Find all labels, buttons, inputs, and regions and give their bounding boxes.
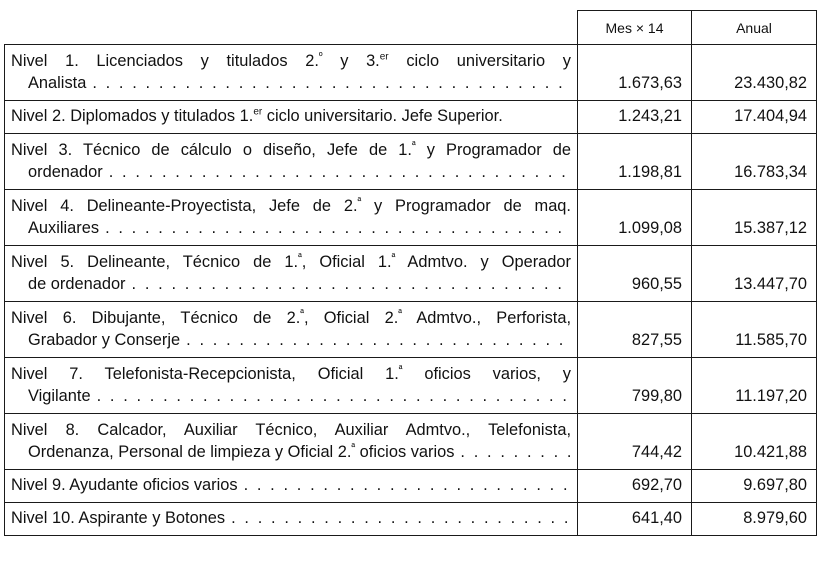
table-row bbox=[5, 470, 817, 503]
header-blank-cell bbox=[5, 11, 578, 45]
table-row bbox=[5, 358, 817, 414]
table-row bbox=[5, 302, 817, 358]
anual-value: 13.447,70 bbox=[692, 246, 817, 302]
description-line-text: Nivel 10. Aspirante y Botones bbox=[11, 509, 226, 527]
leader-dots bbox=[244, 474, 571, 496]
description-line-2-text: Ordenanza, Personal de limpieza y Oficial 2.$^ª$ oficios varios bbox=[28, 442, 455, 461]
level-description bbox=[5, 45, 578, 101]
description-line-2-text: Vigilante bbox=[28, 387, 91, 405]
description-line-2 bbox=[11, 217, 571, 239]
description-line-2 bbox=[11, 329, 571, 351]
level-description bbox=[5, 134, 578, 190]
level-description bbox=[5, 503, 578, 536]
description-line-1: Nivel 7. Telefonista-Recepcionista, Oficial 1.$^ª$ oficios varios, y bbox=[11, 364, 571, 383]
table-row bbox=[5, 101, 817, 134]
level-description bbox=[5, 414, 578, 470]
anual-value: 16.783,34 bbox=[692, 134, 817, 190]
leader-dots bbox=[97, 385, 571, 407]
description-line-2-text: ordenador bbox=[28, 163, 103, 181]
level-description bbox=[5, 358, 578, 414]
salary-table bbox=[4, 10, 817, 536]
description-line-1: Nivel 5. Delineante, Técnico de 1.$^ª$, Oficial 1.$^ª$ Admtvo. y Operador bbox=[11, 252, 571, 271]
header-row bbox=[5, 11, 817, 45]
description-line-2 bbox=[11, 72, 571, 94]
mes-value: 692,70 bbox=[578, 470, 692, 503]
anual-value: 11.197,20 bbox=[692, 358, 817, 414]
anual-value: 10.421,88 bbox=[692, 414, 817, 470]
leader-dots bbox=[92, 72, 571, 94]
mes-value: 1.099,08 bbox=[578, 190, 692, 246]
table-row bbox=[5, 190, 817, 246]
description-line-2 bbox=[11, 273, 571, 295]
mes-value: 641,40 bbox=[578, 503, 692, 536]
mes-value: 799,80 bbox=[578, 358, 692, 414]
description-line-text: Nivel 9. Ayudante oficios varios bbox=[11, 476, 238, 494]
level-description bbox=[5, 101, 578, 134]
level-description bbox=[5, 246, 578, 302]
leader-dots bbox=[460, 441, 571, 463]
description-line-2 bbox=[11, 161, 571, 183]
description-line-2-text: de ordenador bbox=[28, 275, 126, 293]
level-description bbox=[5, 470, 578, 503]
leader-dots bbox=[132, 273, 571, 295]
anual-value: 8.979,60 bbox=[692, 503, 817, 536]
mes-value: 827,55 bbox=[578, 302, 692, 358]
description-line-1: Nivel 8. Calcador, Auxiliar Técnico, Auxiliar Admtvo., Telefonista, bbox=[11, 421, 571, 439]
mes-value: 744,42 bbox=[578, 414, 692, 470]
anual-value: 11.585,70 bbox=[692, 302, 817, 358]
leader-dots bbox=[186, 329, 571, 351]
anual-value: 9.697,80 bbox=[692, 470, 817, 503]
description-line bbox=[11, 507, 571, 529]
mes-value: 960,55 bbox=[578, 246, 692, 302]
leader-dots bbox=[231, 507, 571, 529]
leader-dots bbox=[109, 161, 571, 183]
table-row bbox=[5, 134, 817, 190]
description-line-1: Nivel 3. Técnico de cálculo o diseño, Jefe de 1.$^ª$ y Programador de bbox=[11, 140, 571, 159]
anual-value: 15.387,12 bbox=[692, 190, 817, 246]
description-line-2-text: Analista bbox=[28, 74, 87, 92]
mes-value: 1.243,21 bbox=[578, 101, 692, 134]
description-line-1: Nivel 1. Licenciados y titulados 2.$^º$ y 3.$^{er}$ ciclo universitario y bbox=[11, 51, 571, 70]
description-line-2 bbox=[11, 385, 571, 407]
level-description bbox=[5, 190, 578, 246]
anual-value: 23.430,82 bbox=[692, 45, 817, 101]
description-line-1: Nivel 6. Dibujante, Técnico de 2.$^ª$, Oficial 2.$^ª$ Admtvo., Perforista, bbox=[11, 308, 571, 327]
description-line bbox=[11, 105, 571, 127]
leader-dots bbox=[105, 217, 571, 239]
description-line bbox=[11, 474, 571, 496]
table-row bbox=[5, 503, 817, 536]
description-line-1: Nivel 4. Delineante-Proyectista, Jefe de 2.$^ª$ y Programador de maq. bbox=[11, 196, 571, 215]
description-line-2 bbox=[11, 441, 571, 463]
description-line-text: Nivel 2. Diplomados y titulados 1.$^{er}$ ciclo universitario. Jefe Superior. bbox=[11, 106, 503, 125]
description-line-2-text: Auxiliares bbox=[28, 219, 100, 237]
level-description bbox=[5, 302, 578, 358]
description-line-2-text: Grabador y Conserje bbox=[28, 331, 181, 349]
header-anual: Anual bbox=[692, 11, 817, 45]
anual-value: 17.404,94 bbox=[692, 101, 817, 134]
table-row bbox=[5, 246, 817, 302]
table-row bbox=[5, 414, 817, 470]
mes-value: 1.198,81 bbox=[578, 134, 692, 190]
header-mes: Mes × 14 bbox=[578, 11, 692, 45]
mes-value: 1.673,63 bbox=[578, 45, 692, 101]
table-row bbox=[5, 45, 817, 101]
